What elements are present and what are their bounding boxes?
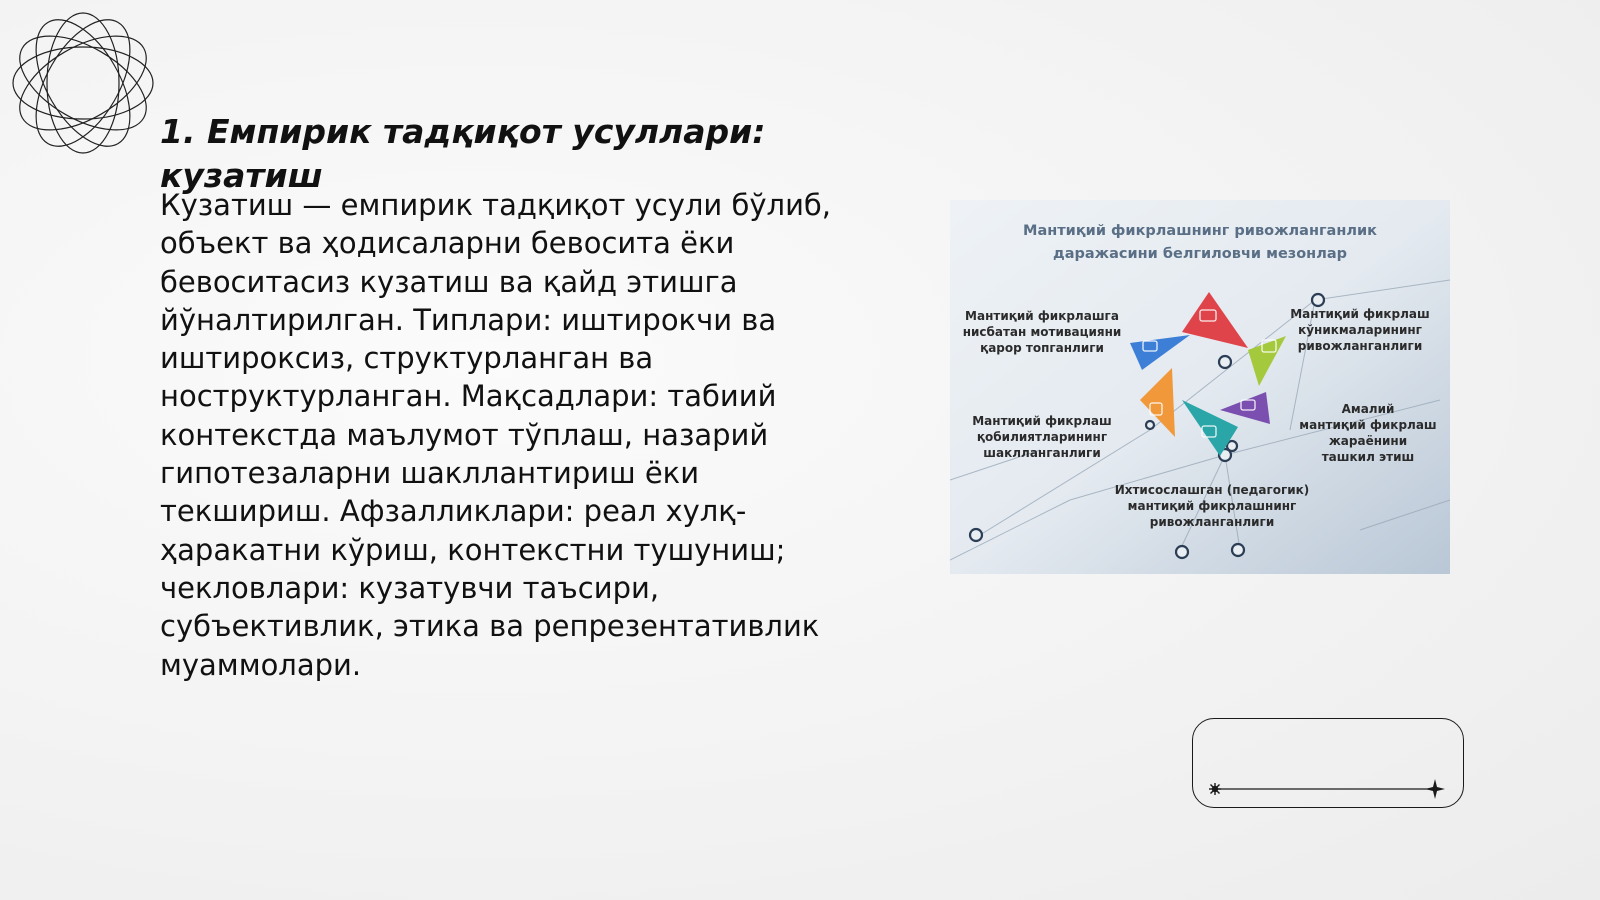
svg-text:ривожланганлиги: ривожланганлиги — [1297, 339, 1423, 353]
svg-text:жараёнини: жараёнини — [1328, 434, 1408, 448]
svg-text:қарор топганлиги: қарор топганлиги — [980, 341, 1104, 355]
sparkle-icon — [1425, 779, 1445, 799]
diagram-title-line-1: Мантиқий фикрлашнинг ривожланганлик — [1023, 223, 1377, 239]
svg-text:Мантиқий фикрлаш: Мантиқий фикрлаш — [972, 414, 1112, 428]
slide-title: 1. Емпирик тадқиқот усуллари: кузатиш — [160, 112, 766, 195]
criteria-diagram-image — [950, 200, 1450, 574]
svg-text:ривожланганлиги: ривожланганлиги — [1149, 515, 1275, 529]
diagram-title-line-2: даражасини белгиловчи мезонлар — [1053, 246, 1347, 262]
slide-body-text: Кузатиш — емпирик тадқиқот усули бўлиб, объект ва ҳодисаларни бевосита ёки бевоситасиз кузатиш ва қайд этишга йўналтирилган. Типлари: иштирокчи ва иштироксиз, структурланган ва ноструктурланган. Мақсадлари: табиий контекстда маълумот тўплаш, назарий гипотезаларни шакллантириш ёки текшириш. Афзалликлари: реал хулқ-ҳаракатни кўриш, контекстни тушуниш; чекловлари: кузатувчи таъсири, субъективлик, этика ва репрезентативлик муаммолари. — [160, 188, 832, 682]
orbit-logo-icon — [8, 8, 158, 158]
sun-icon — [1209, 783, 1221, 795]
label-mid-left — [972, 414, 1112, 460]
label-top-right — [1290, 307, 1430, 353]
svg-text:қобилиятларининг: қобилиятларининг — [976, 430, 1108, 444]
svg-text:мантиқий фикрлашнинг: мантиқий фикрлашнинг — [1127, 499, 1297, 513]
svg-text:шаклланганлиги: шаклланганлиги — [983, 446, 1101, 460]
svg-text:кўникмаларининг: кўникмаларининг — [1298, 323, 1422, 337]
svg-text:мантиқий фикрлаш: мантиқий фикрлаш — [1299, 418, 1437, 432]
svg-text:Ихтисослашган (педагогик): Ихтисослашган (педагогик) — [1114, 483, 1310, 497]
svg-text:ташкил этиш: ташкил этиш — [1321, 450, 1415, 464]
svg-text:Амалий: Амалий — [1341, 402, 1395, 416]
svg-text:Мантиқий фикрлашга: Мантиқий фикрлашга — [965, 309, 1119, 323]
svg-text:Мантиқий фикрлаш: Мантиқий фикрлаш — [1290, 307, 1430, 321]
timeline-decoration — [1192, 718, 1464, 808]
svg-text:нисбатан мотивацияни: нисбатан мотивацияни — [962, 325, 1122, 339]
label-top-left — [963, 309, 1122, 355]
